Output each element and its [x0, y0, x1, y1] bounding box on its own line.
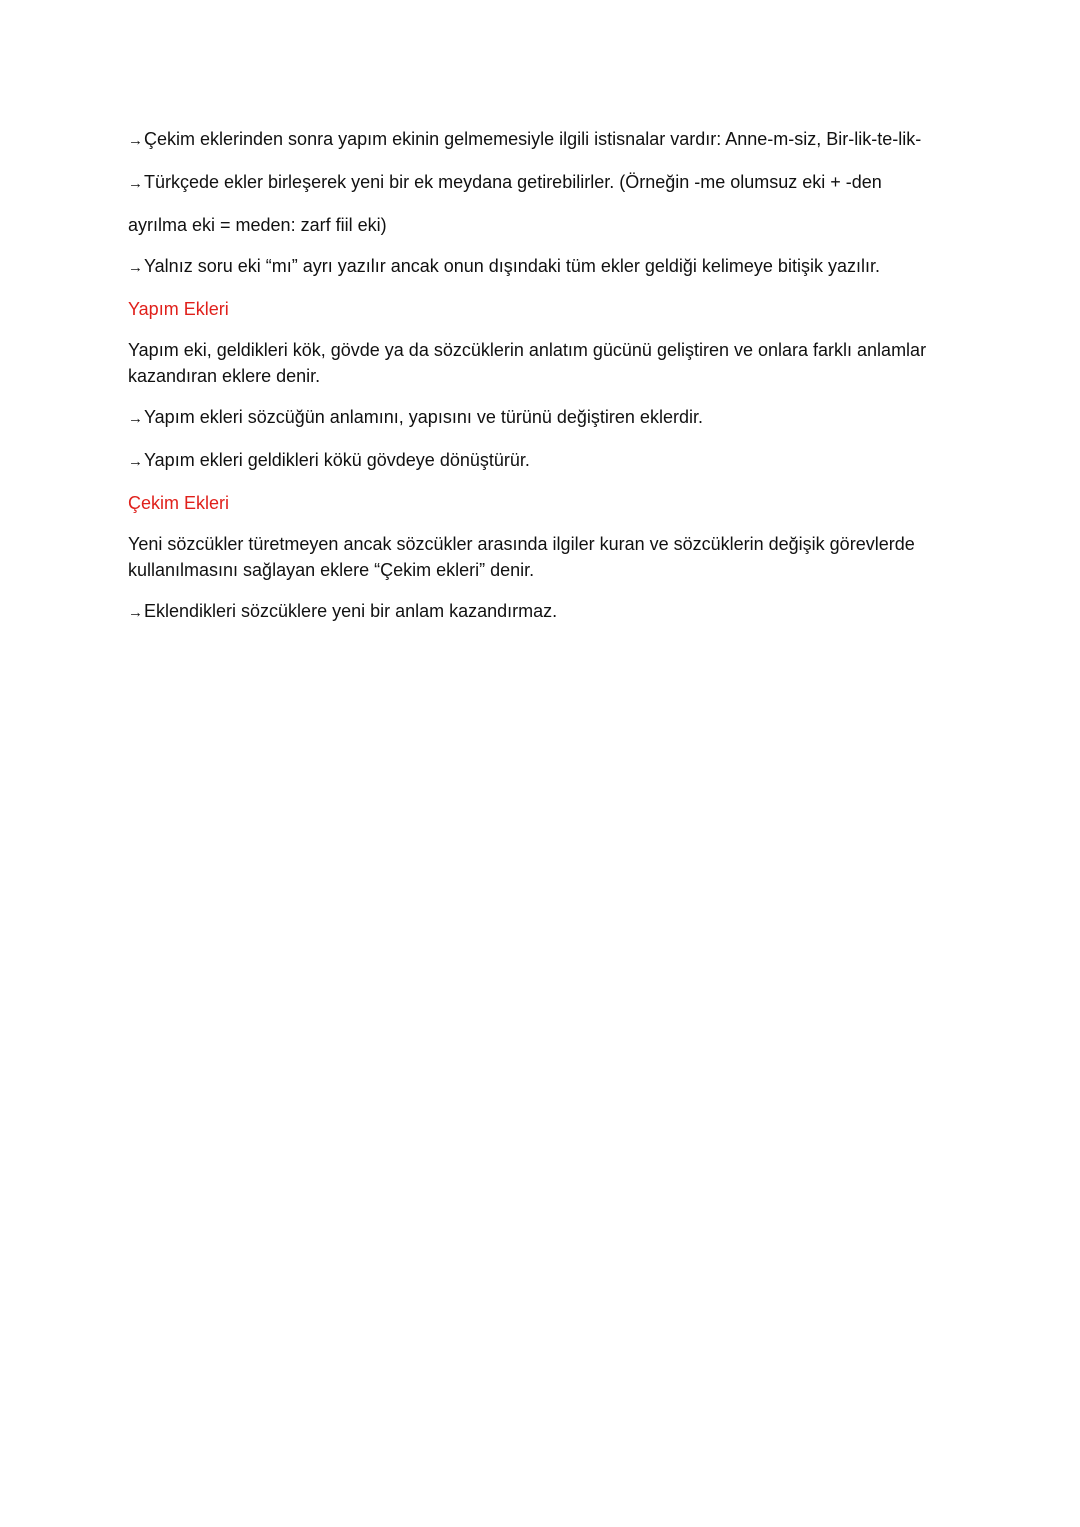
arrow-icon: → [128, 410, 143, 427]
arrow-icon: → [128, 132, 143, 149]
arrow-icon: → [128, 175, 143, 192]
bullet-item [128, 598, 948, 626]
bullet-text: Yalnız soru eki “mı” ayrı yazılır ancak onun dışındaki tüm ekler geldiği kelimeye bitişik yazılır. [144, 256, 880, 276]
section-heading-yapim: Yapım Ekleri [128, 299, 229, 319]
arrow-icon: → [128, 604, 143, 621]
bullet-text: Yapım ekleri sözcüğün anlamını, yapısını ve türünü değiştiren eklerdir. [144, 407, 703, 427]
bullet-item [128, 253, 948, 281]
arrow-icon: → [128, 453, 143, 470]
arrow-icon: → [128, 259, 143, 276]
section-paragraph-cekim: Yeni sözcükler türetmeyen ancak sözcükler arasında ilgiler kuran ve sözcüklerin değişik görevlerde kullanılmasını sağlayan eklere “Çekim ekleri” denir. [128, 534, 915, 580]
bullet-text: Yapım ekleri geldikleri kökü gövdeye dönüştürür. [144, 450, 530, 470]
bullet-continuation: ayrılma eki = meden: zarf fiil eki) [128, 215, 387, 235]
section-paragraph-yapim: Yapım eki, geldikleri kök, gövde ya da sözcüklerin anlatım gücünü geliştiren ve onlara farklı anlamlar kazandıran eklere denir. [128, 340, 927, 386]
section-heading-cekim: Çekim Ekleri [128, 493, 230, 513]
bullet-item [128, 447, 948, 475]
bullet-item [128, 404, 948, 432]
bullet-text: Eklendikleri sözcüklere yeni bir anlam kazandırmaz. [144, 601, 558, 621]
bullet-item [128, 169, 948, 197]
document-body [128, 126, 948, 626]
bullet-item [128, 126, 948, 154]
bullet-text: Çekim eklerinden sonra yapım ekinin gelmemesiyle ilgili istisnalar vardır: Anne-m-siz, Bir-lik-te-lik- [144, 129, 922, 149]
bullet-text: Türkçede ekler birleşerek yeni bir ek meydana getirebilirler. (Örneğin -me olumsuz eki + -den [144, 172, 882, 192]
